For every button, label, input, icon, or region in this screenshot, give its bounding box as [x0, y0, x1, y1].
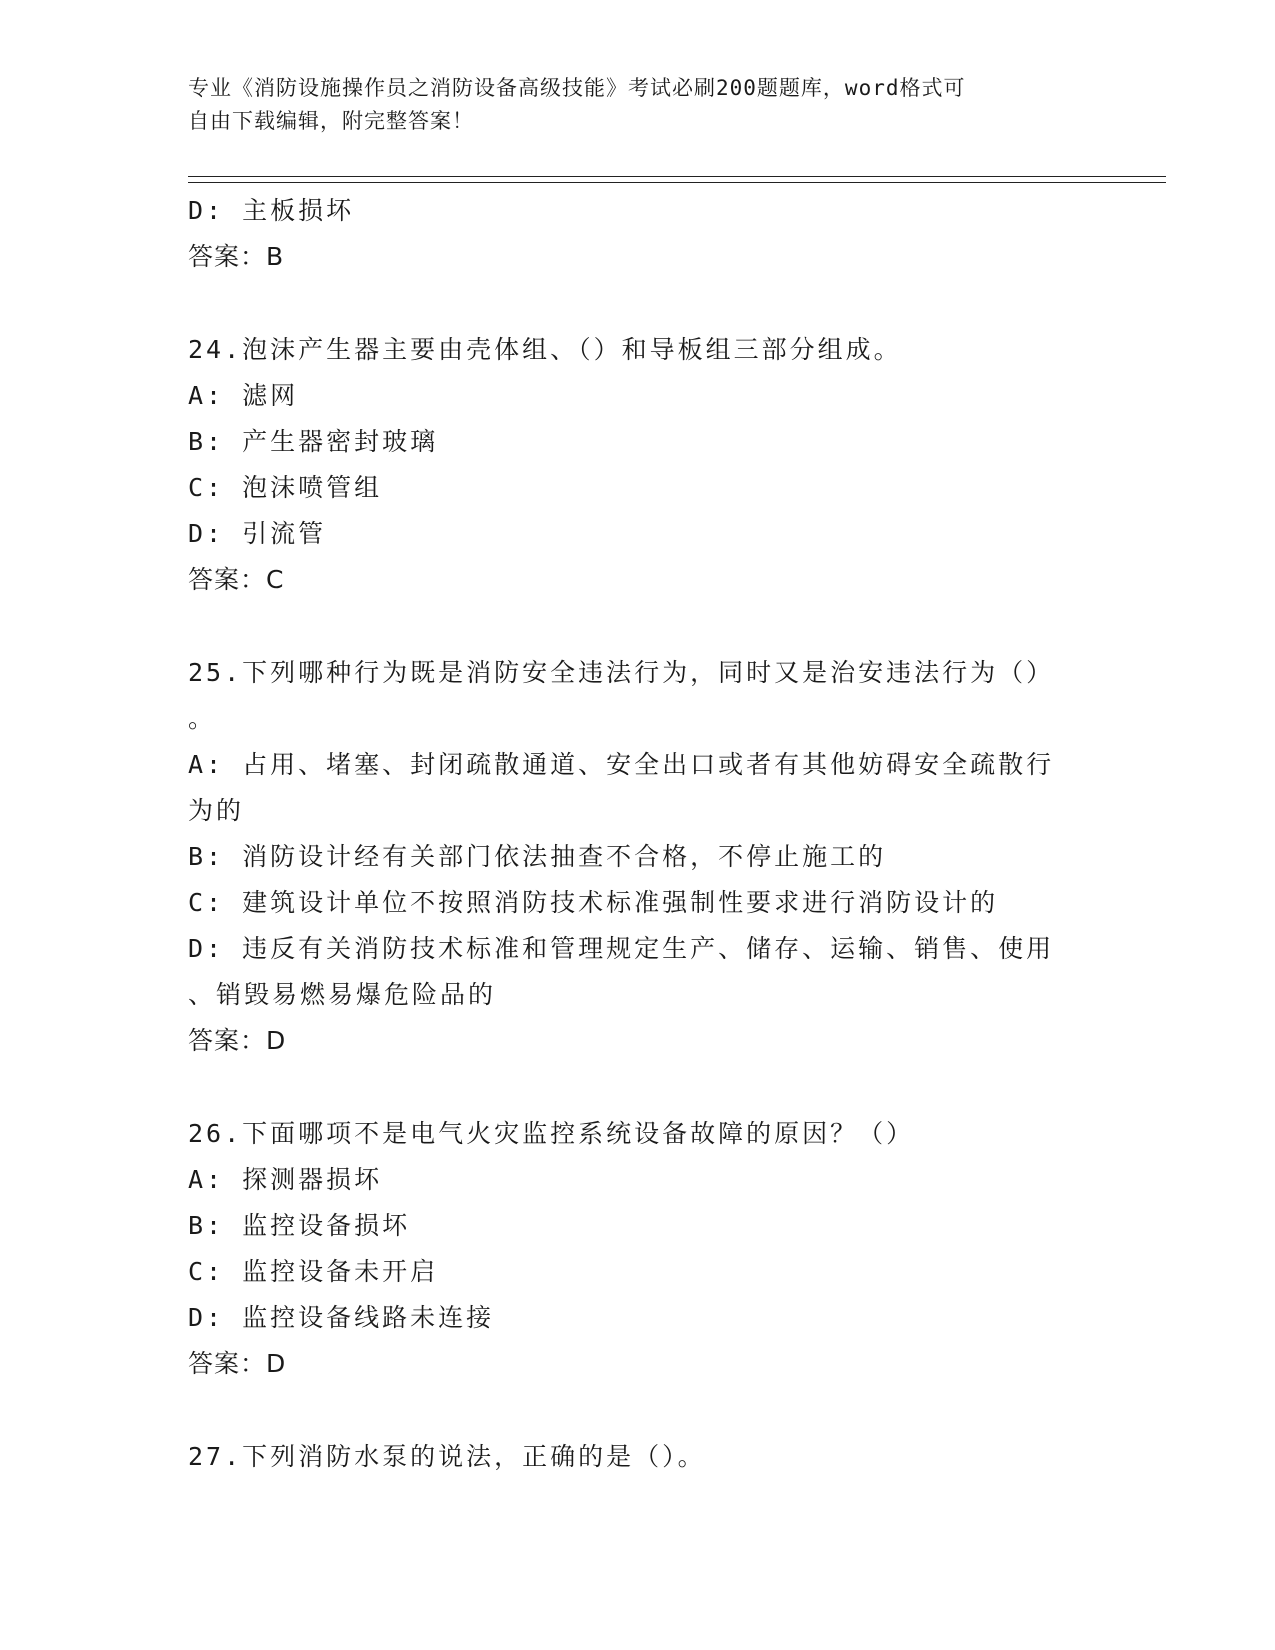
option-a-cont: 为的 [188, 796, 245, 825]
question-list [188, 188, 1088, 1480]
option-b: B: 产生器密封玻璃 [188, 427, 439, 456]
question-stem: 26.下面哪项不是电气火灾监控系统设备故障的原因？（） [188, 1119, 915, 1148]
question-stem-cont: 。 [188, 704, 217, 733]
question-24 [188, 327, 1088, 603]
option-d: D: 引流管 [188, 519, 327, 548]
option-c: C: 泡沫喷管组 [188, 473, 383, 502]
header-line-2: 自由下载编辑，附完整答案！ [188, 109, 474, 133]
answer: 答案：D [188, 1349, 287, 1378]
answer: 答案：B [188, 242, 285, 271]
question-27 [188, 1434, 1088, 1480]
option-c: C: 建筑设计单位不按照消防技术标准强制性要求进行消防设计的 [188, 888, 999, 917]
option-a: A: 占用、堵塞、封闭疏散通道、安全出口或者有其他妨碍安全疏散行 [188, 750, 1055, 779]
option-d: D: 监控设备线路未连接 [188, 1303, 495, 1332]
answer: 答案：C [188, 565, 285, 594]
answer: 答案：D [188, 1026, 287, 1055]
prev-question-tail [188, 188, 1088, 280]
option-a: A: 滤网 [188, 381, 299, 410]
option-d: D: 主板损坏 [188, 196, 355, 225]
option-d: D: 违反有关消防技术标准和管理规定生产、储存、运输、销售、使用 [188, 934, 1055, 963]
header-divider-top [188, 176, 1166, 177]
question-stem: 24.泡沫产生器主要由壳体组、（）和导板组三部分组成。 [188, 335, 902, 364]
question-25 [188, 650, 1088, 1064]
option-b: B: 监控设备损坏 [188, 1211, 411, 1240]
header-divider-bottom [188, 182, 1166, 183]
question-26 [188, 1111, 1088, 1387]
document-header [188, 72, 1088, 138]
option-c: C: 监控设备未开启 [188, 1257, 439, 1286]
option-b: B: 消防设计经有关部门依法抽查不合格，不停止施工的 [188, 842, 887, 871]
question-stem: 25.下列哪种行为既是消防安全违法行为，同时又是治安违法行为（） [188, 658, 1055, 687]
option-a: A: 探测器损坏 [188, 1165, 383, 1194]
option-d-cont: 、销毁易燃易爆危险品的 [188, 980, 497, 1009]
question-stem: 27.下列消防水泵的说法，正确的是（）。 [188, 1442, 706, 1471]
header-line-1: 专业《消防设施操作员之消防设备高级技能》考试必刷200题题库，word格式可 [188, 76, 966, 100]
